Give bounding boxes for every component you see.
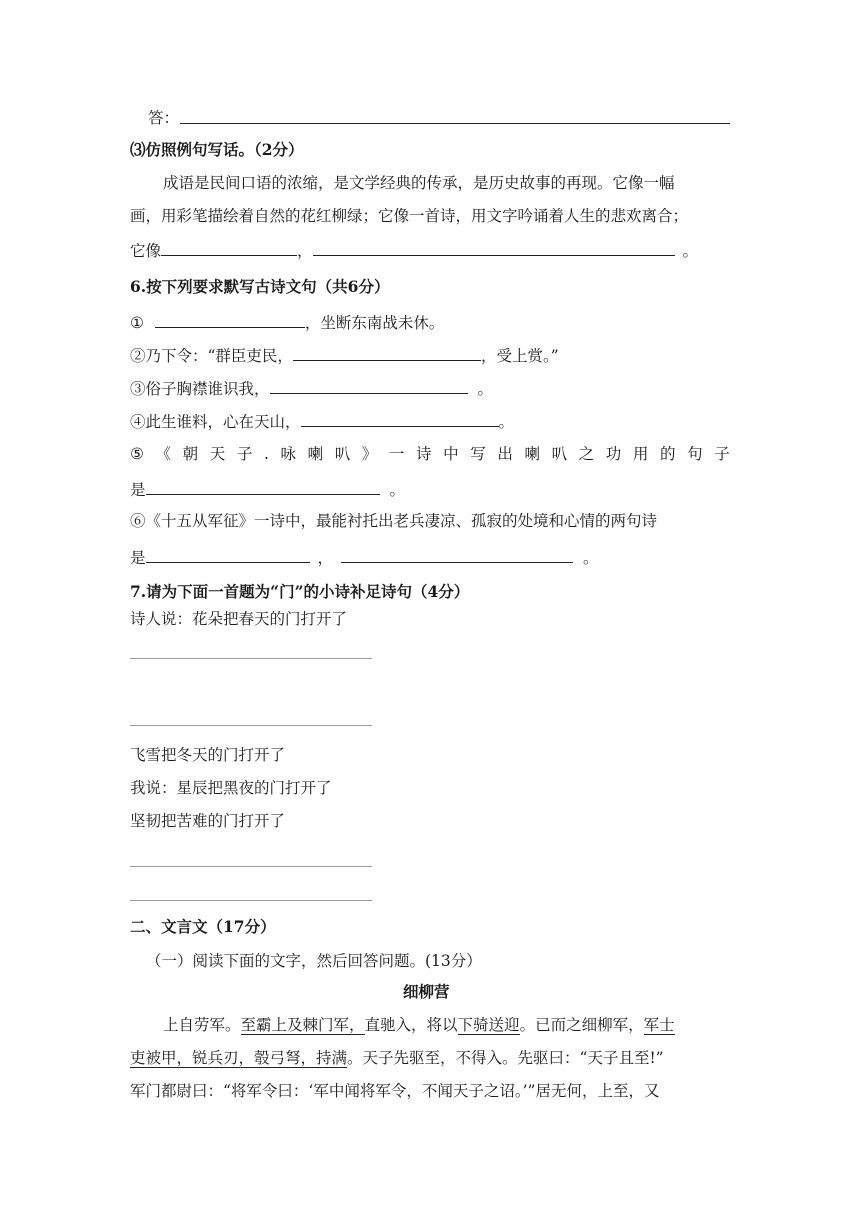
- section2-heading: 二、文言文（17分）: [130, 917, 276, 936]
- q6-item5-char: 诗: [416, 445, 432, 463]
- q6-item-1: [130, 311, 444, 333]
- q5-3-paragraph-line2: 画，用彩笔描绘着自然的花红柳绿；它像一首诗，用文字吟诵着人生的悲欢离合；: [130, 207, 689, 225]
- passage-text: 。天子先驱至，不得入。先驱曰：“天子且至!”: [347, 1049, 664, 1067]
- q6-item5-line2-start: 是: [130, 481, 146, 499]
- q6-item-4: [130, 410, 514, 432]
- q6-item5-char: 喇: [307, 445, 324, 463]
- q6-item5-char: 写: [470, 445, 486, 463]
- q7-answer-line-1[interactable]: [130, 658, 372, 659]
- underlined-text: 下骑送迎: [457, 1016, 520, 1034]
- q6-item-3: [130, 377, 493, 399]
- q5-3-paragraph-line1: 成语是民间口语的浓缩，是文学经典的传承，是历史故事的再现。它像一幅: [163, 174, 675, 192]
- q6-item5-char: .: [263, 445, 269, 463]
- q6-item-2: [130, 344, 559, 366]
- q7-poem-line4: 坚韧把苦难的门打开了: [130, 812, 286, 830]
- q6-item5-char: 喇: [524, 445, 540, 463]
- q6-item3-end: 。: [477, 380, 494, 398]
- q6-item1-blank[interactable]: [155, 311, 305, 328]
- q6-item5-blank[interactable]: [146, 478, 380, 495]
- q5-3-line3-start: 它像: [130, 242, 162, 260]
- underlined-text: 至霸上及棘门军，: [240, 1016, 365, 1034]
- q5-3-blank-1[interactable]: [161, 239, 297, 256]
- q6-item-5-line2: [130, 478, 405, 500]
- q6-item5-char: 叭: [334, 445, 351, 463]
- q6-item5-char: 天: [209, 445, 226, 463]
- q7-answer-line-3[interactable]: [130, 866, 372, 867]
- answer-row: [148, 108, 179, 128]
- q6-item6-line2-start: 是: [130, 549, 146, 567]
- passage-text: 上自劳军。: [163, 1016, 241, 1034]
- q6-item2-end: ，受上赏。”: [480, 347, 559, 365]
- q6-item4-start: ④此生谁料，心在天山，: [130, 413, 301, 431]
- q6-item5-char: 朝: [182, 445, 199, 463]
- q6-item5-char: 功: [605, 445, 622, 463]
- q6-item5-char: 子: [236, 445, 253, 463]
- q6-heading: 6.按下列要求默写古诗文句（共6分）: [130, 277, 390, 296]
- q6-item4-blank[interactable]: [301, 410, 499, 427]
- q6-item5-char: 《: [155, 445, 172, 463]
- q6-item6-blank-1[interactable]: [146, 546, 310, 563]
- q6-item5-char: ⑤: [130, 445, 144, 463]
- q7-heading: 7.请为下面一首题为“门”的小诗补足诗句（4分）: [130, 582, 470, 601]
- q6-item5-char: 》: [361, 445, 378, 463]
- passage-line3: 军门都尉曰：“将军令曰：‘军中闻将军令，不闻天子之诏。’”居无何，上至，又: [130, 1082, 660, 1100]
- q6-item4-end: 。: [498, 413, 515, 431]
- q6-item-6-line2: [130, 546, 599, 568]
- passage-line1: [163, 1015, 675, 1035]
- q6-item2-start: ②乃下令：“群臣吏民，: [130, 347, 293, 365]
- q6-item3-start: ③俗子胸襟谁识我，: [130, 380, 270, 398]
- q6-item6-comma: ，: [317, 549, 334, 567]
- underlined-text: 军士: [643, 1016, 675, 1034]
- q6-item5-char: 子: [714, 445, 730, 463]
- q6-item5-char: 出: [497, 445, 513, 463]
- q7-poem-line1: 诗人说：花朵把春天的门打开了: [130, 610, 348, 628]
- q6-item-6-line1: ⑥《十五从军征》一诗中，最能衬托出老兵凄凉、孤寂的处境和心情的两句诗: [130, 512, 658, 530]
- passage-text: 。已而之细柳军，: [519, 1016, 644, 1034]
- passage-title: 细柳营: [403, 982, 450, 1001]
- q7-answer-line-2[interactable]: [130, 725, 372, 726]
- q6-item5-char: 之: [578, 445, 595, 463]
- q6-item5-char: 句: [687, 445, 703, 463]
- q6-item6-blank-2[interactable]: [341, 546, 573, 563]
- answer-label: 答：: [148, 109, 180, 127]
- q6-item5-char: 用: [632, 445, 649, 463]
- q5-3-blank-2[interactable]: [313, 239, 675, 256]
- underlined-text: 吏被甲，锐兵刃，彀弓弩，持满: [130, 1049, 348, 1067]
- q6-item1-num: ①: [130, 314, 144, 332]
- q6-item-5-line1: [130, 444, 730, 464]
- section2-subheading: （一）阅读下面的文字，然后回答问题。(13分）: [146, 952, 482, 970]
- q6-item5-char: 咏: [280, 445, 296, 463]
- q5-3-paragraph-line3: [130, 239, 698, 261]
- q6-item5-char: 叭: [551, 445, 568, 463]
- q6-item3-blank[interactable]: [270, 377, 468, 394]
- q5-3-line3-comma: ，: [297, 242, 313, 260]
- q7-answer-line-4[interactable]: [130, 900, 372, 901]
- q5-3-heading: ⑶仿照例句写话。（2分）: [130, 140, 304, 159]
- answer-blank[interactable]: [180, 123, 730, 124]
- q5-3-line3-end: 。: [682, 242, 699, 260]
- passage-text: 直驰入，将以: [364, 1016, 458, 1034]
- q6-item5-char: 的: [660, 445, 676, 463]
- q7-poem-line3: 我说：星辰把黑夜的门打开了: [130, 779, 332, 797]
- q6-item2-blank[interactable]: [293, 344, 481, 361]
- q6-item5-char: 一: [388, 445, 405, 463]
- q6-item6-end: 。: [583, 549, 599, 567]
- q6-item1-text: ，坐断东南战未休。: [304, 314, 445, 332]
- q7-poem-line2: 飞雪把冬天的门打开了: [130, 746, 286, 764]
- q6-item5-line2-end: 。: [389, 481, 406, 499]
- q6-item5-char: 中: [443, 445, 459, 463]
- passage-line2: [130, 1048, 664, 1068]
